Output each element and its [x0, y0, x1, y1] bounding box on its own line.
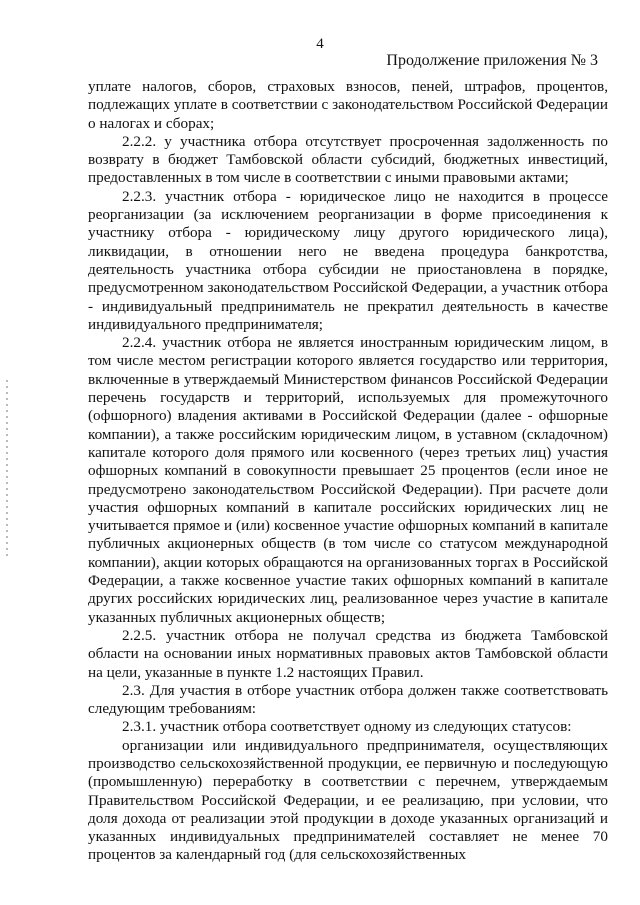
- scan-margin-mark: [6, 380, 8, 560]
- paragraph-2-2-2: 2.2.2. у участника отбора отсутствует просроченная задолженность по возврату в бюджет Тамбовской области субсидий, бюджетных инвестиций, предоставленных в том числе в соответствии с иными правовыми актами;: [88, 132, 608, 187]
- paragraph-status-organizations: организации или индивидуального предпринимателя, осуществляющих производство сельскохозяйственной продукции, ее первичную и последующую (промышленную) переработку в соответствии с перечнем, утверждаемым Правительством Российской Федерации, и ее реализацию, при условии, что доля дохода от реализации этой продукции в доходе указанных организаций и указанных индивидуальных предпринимателей составляет не менее 70 процентов за календарный год (для сельскохозяйственных: [88, 736, 608, 864]
- paragraph-2-2-4: 2.2.4. участник отбора не является иностранным юридическим лицом, в том числе местом регистрации которого является государство или территория, включенные в утверждаемый Министерством финансов Российской Федерации перечень государств и территорий, используемых для промежуточного (офшорного) владения активами в Российской Федерации (далее - офшорные компании), а также российским юридическим лицом, в уставном (складочном) капитале которого доля прямого или косвенного (через третьих лиц) участия офшорных компаний в совокупности превышает 25 процентов (если иное не предусмотрено законодательством Российской Федерации). При расчете доли участия офшорных компаний в капитале российских юридических лиц не учитывается прямое и (или) косвенное участие офшорных компаний в капитале публичных акционерных обществ (в том числе со статусом международной компании), акции которых обращаются на организованных торгах в Российской Федерации, а также косвенное участие таких офшорных компаний в капитале других российских юридических лиц, реализованное через участие в капитале указанных публичных акционерных обществ;: [88, 334, 608, 626]
- paragraph-taxes-continuation: уплате налогов, сборов, страховых взносов, пеней, штрафов, процентов, подлежащих уплате в соответствии с законодательством Российской Федерации о налогах и сборах;: [88, 78, 608, 132]
- paragraph-2-3: 2.3. Для участия в отборе участник отбора должен также соответствовать следующим требованиям:: [88, 681, 608, 718]
- paragraph-2-2-5: 2.2.5. участник отбора не получал средства из бюджета Тамбовской области на основании иных нормативных правовых актов Тамбовской области на цели, указанные в пункте 1.2 настоящих Правил.: [88, 626, 608, 681]
- document-body: [88, 78, 608, 865]
- page-number: 4: [316, 36, 324, 52]
- paragraph-2-2-3: 2.2.3. участник отбора - юридическое лицо не находится в процессе реорганизации (за исключением реорганизации в форме присоединения к участнику отбора - юридическому лицу другого юридического лица), ликвидации, в отношении него не введена процедура банкротства, деятельность участника отбора субсидии не приостановлена в порядке, предусмотренном законодательством Российской Федерации, а участник отбора - индивидуальный предприниматель не прекратил деятельность в качестве индивидуального предпринимателя;: [88, 187, 608, 333]
- appendix-continuation-note: Продолжение приложения № 3: [386, 52, 598, 69]
- paragraph-2-3-1: 2.3.1. участник отбора соответствует одному из следующих статусов:: [122, 718, 572, 736]
